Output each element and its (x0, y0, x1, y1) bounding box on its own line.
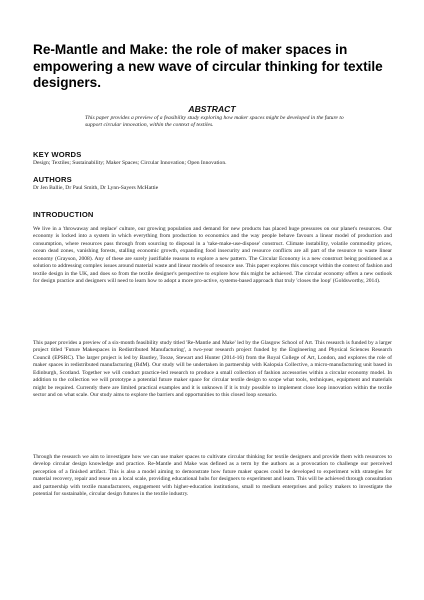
abstract-text: This paper provides a preview of a feasibility study exploring how maker spaces might be developed in the future to support circular innovation, within the context of textiles. (85, 115, 344, 129)
intro-paragraph-2: This paper provides a preview of a six-month feasibility study titled 'Re-Mantle and Make' led by the Glasgow School of Art. This research is funded by a larger project titled 'Future Makespaces in Redistributed Manufacturing', a two-year research project funded by the Engineering and Physical Sciences Research Council (EPSRC). The larger project is led by Bautley, Tooze, Stewart and Hunter (2014-16) from the Royal College of Art, London, and explores the role of maker spaces in redistributed manufacturing (RdM). Our study will be undertaken in partnership with Kalopsia Collective, a micro-manufacturing unit based in Edinburgh, Scotland. Together we will conduct practice-led research to produce a small collection of fashion accessories within a circular economy model. In addition to the collection we will prototype a potential future maker space for circular textile design to scope what tools, techniques, equipment and materials might be required. Currently there are limited practical examples and it is unknown if it is truly possible to implement close loop innovation within the textile sector and on what scale. Our study aims to explore the barriers and opportunities to this closed loop scenario. (33, 340, 392, 399)
intro-paragraph-1: We live in a 'throwaway and replace' culture, our growing population and demand for new products has placed huge pressures on our planet's resources. Our economy is locked into a system in which everything from production to economics and the way people behave favours a linear model of production and consumption, where resources pass through from sourcing to disposal in a 'take-make-use-dispose' construct. Climate instability, volatile commodity prices, ocean dead zones, vanishing forests, stalling economic growth, expanding food insecurity and resource conflicts are all part of the resource to waste linear economy (Grayson, 2008). Any of these are surely justifiable reasons to explore a new pattern. The Circular Economy is a new construct being positioned as a solution to addressing complex issues around material waste and linear models of resource use. This paper explores this concept within the context of fashion and textile design in the UK, and does so from the textile designer's perspective to explore how this might be achieved. The circular economy offers a new outlook for design practice and designers will need to learn how to adopt a more pro-active, systems-based approach that truly 'closes the loop' (Goldsworthy, 2014). (33, 226, 392, 285)
authors-text: Dr Jen Ballie, Dr Paul Smith, Dr Lynn-Sayers McHattie (33, 185, 159, 191)
intro-paragraph-3: Through the research we aim to investigate how we can use maker spaces to cultivate circular thinking for textile designers and provide them with resources to develop circular design knowledge and practice. Re-Mantle and Make was defined as a term by the authors as a provocation to challenge our perceived perception of a finished artifact. This is also a model aiming to demonstrate how future maker spaces could be developed to experiment with strategies for material recovery, repair and reuse on a local scale, providing educational hubs for designers to experiment and learn. This will be achieved through consultation and partnership with textile manufacturers, engagement with higher-education institutions, small to medium enterprises and policy makers to investigate the potential for sustainable, circular design futures in the textile industry. (33, 454, 392, 498)
paper-title: Re-Mantle and Make: the role of maker spaces in empowering a new wave of circular thinking for textile designers. (33, 42, 383, 91)
abstract-heading: ABSTRACT (188, 104, 236, 114)
introduction-heading: INTRODUCTION (33, 210, 94, 219)
keywords-heading: KEY WORDS (33, 150, 82, 159)
authors-heading: AUTHORS (33, 175, 72, 184)
keywords-text: Design; Textiles; Sustainability; Maker Spaces; Circular Innovation; Open Innovation. (33, 160, 227, 166)
